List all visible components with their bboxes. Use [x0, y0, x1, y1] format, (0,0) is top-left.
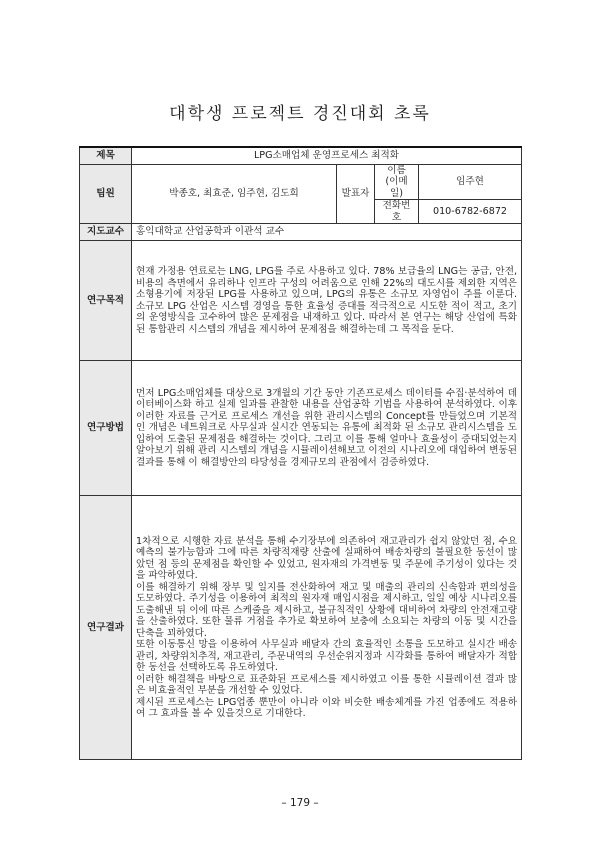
purpose-row [80, 241, 522, 361]
result-label: 연구결과 [80, 496, 132, 760]
result-paragraph: 이를 해결하기 위해 장부 및 일지를 전산화하여 재고 및 매출의 관리의 신속함과 편의성을 도모하였다. 주기성을 이용하여 최적의 원자재 매입시점을 제시하고, 일일 예상 시나리오를 도출해낸 뒤 이에 따른 스케줄을 제시하고, 불규칙적인 상황에 대비하여 차량의 안전재고량을 산출하였다. 또한 물류 거점을 추가로 확보하여 보충에 소요되는 차량의 이동 및 시간을 단축을 꾀하였다. [136, 581, 518, 639]
subject-label: 제목 [80, 147, 132, 164]
abstract-form-table [79, 146, 522, 760]
advisor-label: 지도교수 [80, 224, 132, 241]
page-title: 대학생 프로젝트 경진대회 초록 [169, 104, 431, 124]
result-paragraph: 이러한 해결책을 바탕으로 표준화된 프로세스를 제시하였고 이를 통한 시뮬레이션 결과 많은 비효율적인 부분을 개선할 수 있었다. [136, 673, 518, 696]
name-email-label: 이름 (이메일) [375, 164, 419, 200]
purpose-text: 현재 가정용 연료로는 LNG, LPG를 주로 사용하고 있다. 78% 보급율의 LNG는 공급, 안전, 비용의 측면에서 유리하나 인프라 구성의 어려움으로 인해 22%의 대도시를 제외한 지역은 소형용기에 저장된 LPG를 사용하고 있으며, LPG의 유통은 소규모 자영업이 주를 이룬다. 소규모 LPG 산업은 시스템 경영을 통한 효율성 증대를 적극적으로 시도한 적이 적고, 초기의 운영방식을 고수하여 많은 문제점을 내재하고 있다. 따라서 본 연구는 해당 산업에 특화된 통합관리 시스템의 개념을 제시하여 문제점을 해결하는데 그 목적을 둔다. [132, 241, 522, 361]
result-row [80, 496, 522, 760]
phone-label: 전화번호 [375, 200, 419, 224]
presenter-name: 임주현 [419, 164, 522, 200]
method-label: 연구방법 [80, 361, 132, 496]
subject-value: LPG소매업체 운영프로세스 최적화 [132, 147, 522, 164]
phone-value: 010-6782-6872 [419, 200, 522, 224]
advisor-row [80, 224, 522, 241]
presenter-label: 발표자 [337, 164, 375, 224]
result-paragraph: 또한 이동통신 망을 이용하여 사무실과 배달자 간의 효율적인 소통을 도모하고 실시간 배송관리, 차량위치추적, 재고관리, 주문내역의 우선순위지정과 시각화를 통하여 배달자가 적합한 동선을 선택하도록 유도하였다. [136, 639, 518, 673]
method-row [80, 361, 522, 496]
team-row [80, 164, 522, 200]
team-label: 팀원 [80, 164, 132, 224]
result-paragraph: 제시된 프로세스는 LPG업종 뿐만이 아니라 이와 비슷한 배송체계를 가진 업종에도 적용하여 그 효과를 볼 수 있을것으로 기대한다. [136, 696, 518, 719]
subject-row [80, 147, 522, 164]
result-paragraph: 1차적으로 시행한 자료 분석을 통해 수기장부에 의존하여 재고관리가 쉽지 않았던 점, 수요예측의 불가능함과 그에 따른 차량적재량 산출에 실패하여 배송차량의 불필요한 동선이 많았던 점 등의 문제점을 확인할 수 있었고, 원자재의 가격변동 및 주문에 주기성이 있다는 것을 파악하였다. [136, 535, 518, 581]
page-number: – 179 – [281, 797, 319, 809]
method-text: 먼저 LPG소매업체를 대상으로 3개월의 기간 동안 기존프로세스 데이터를 수집·분석하여 데이터베이스화 하고 실제 일과를 관찰한 내용을 산업공학 기법을 사용하여 분석하였다. 이후 이러한 자료를 근거로 프로세스 개선을 위한 관리시스템의 Concept를 만들었으며 기본적인 개념은 네트워크로 사무실과 실시간 연동되는 유통에 최적화 된 소규모 관리시스템을 도입하여 도출된 문제점을 해결하는 것이다. 그리고 이를 통해 얼마나 효율성이 증대되었는지 알아보기 위해 관리 시스템의 개념을 시뮬레이션해보고 이전의 시나리오에 대입하여 변동된 결과를 통해 이 해결방안의 타당성을 경제규모의 관점에서 검증하였다. [132, 361, 522, 496]
result-text [132, 496, 522, 760]
team-value: 박종호, 최효준, 임주현, 김도희 [132, 164, 337, 224]
purpose-label: 연구목적 [80, 241, 132, 361]
advisor-value: 홍익대학교 산업공학과 이관석 교수 [132, 224, 522, 241]
